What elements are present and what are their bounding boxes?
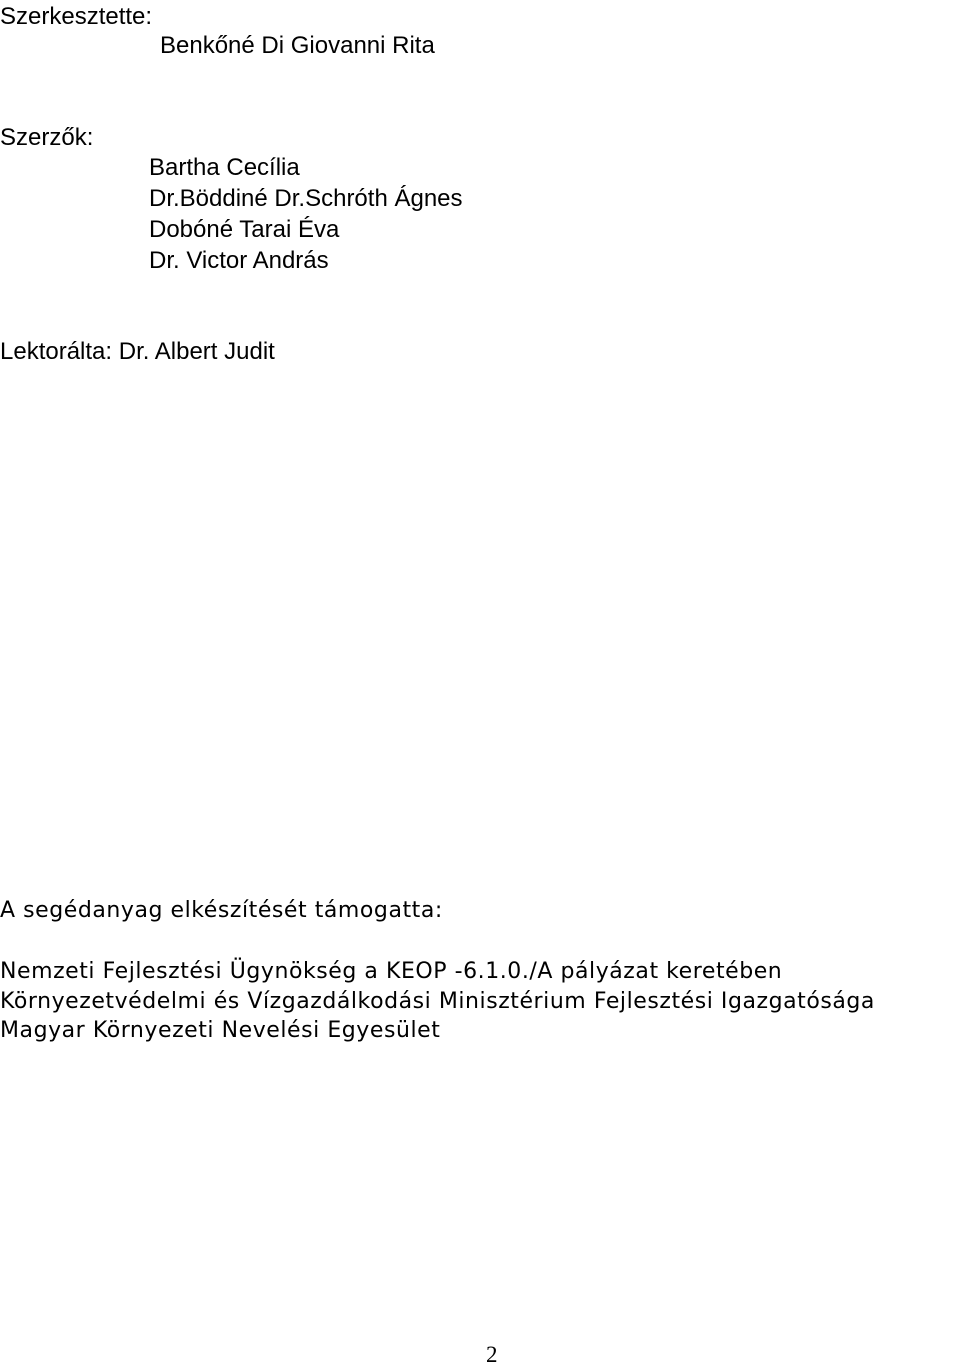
reviewer-label: Lektorálta: [0,338,113,365]
author-name: Dr. Victor András [149,247,329,274]
author-name: Dobóné Tarai Éva [149,216,340,243]
support-line: Nemzeti Fejlesztési Ügynökség a KEOP -6.1.0./A pályázat keretében [0,959,783,984]
reviewer-line [0,340,275,364]
reviewer-name: Dr. Albert Judit [118,338,275,365]
authors-label: Szerzők: [0,124,94,151]
support-line: Környezetvédelmi és Vízgazdálkodási Minisztérium Fejlesztési Igazgatósága [0,989,875,1014]
author-name: Bartha Cecília [149,154,300,181]
editor-name: Benkőné Di Giovanni Rita [160,32,435,59]
page-number: 2 [486,1342,498,1367]
support-heading: A segédanyag elkészítését támogatta: [0,898,443,923]
support-line: Magyar Környezeti Nevelési Egyesület [0,1018,441,1043]
author-name: Dr.Böddiné Dr.Schróth Ágnes [149,185,463,212]
editor-label: Szerkesztette: [0,3,153,30]
